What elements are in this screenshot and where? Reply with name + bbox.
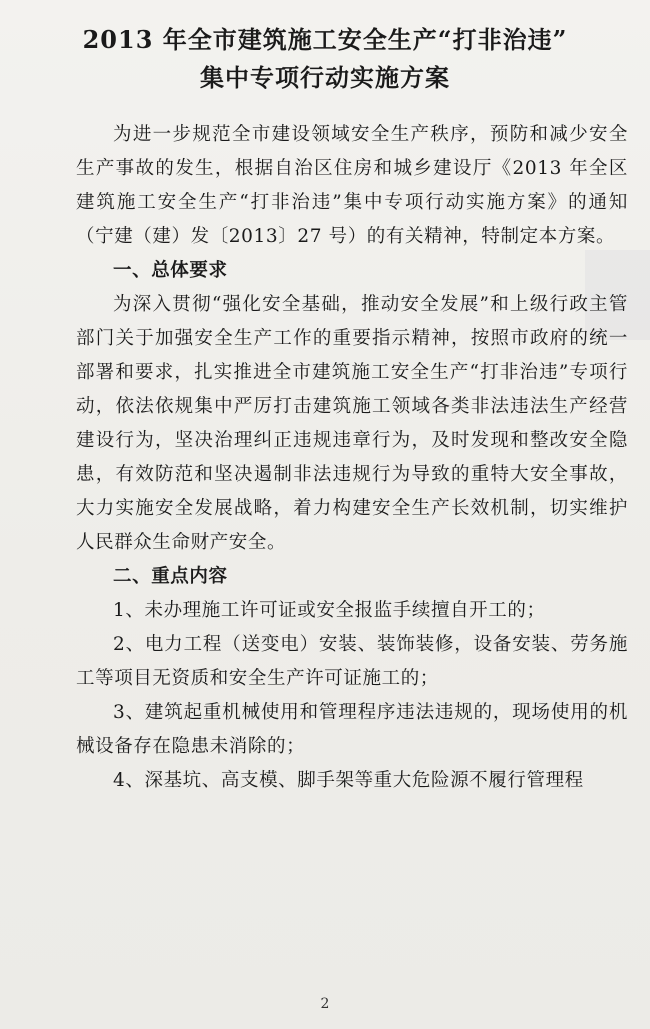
list-item: 4、深基坑、高支模、脚手架等重大危险源不履行管理程 <box>113 770 584 791</box>
section1-paragraph: 为深入贯彻“强化安全基础，推动安全发展”和上级行政主管部门关于加强安全生产工作的重要指示精神，按照市政府的统一部署和要求，扎实推进全市建筑施工安全生产“打非治违”专项行动，依法依规集中严厉打击建筑施工领域各类非法违法生产经营建设行为，坚决治理纠正违规违章行为，及时发现和整改安全隐患，有效防范和坚决遏制非法违规行为导致的重特大安全事故，大力实施安全发展战略，着力构建安全生产长效机制，切实维护人民群众生命财产安全。 <box>76 294 628 553</box>
document-body <box>76 118 628 798</box>
list-item: 2、电力工程（送变电）安装、装饰装修，设备安装、劳务施工等项目无资质和安全生产许可证施工的； <box>76 634 628 689</box>
document-title-line2: 集中专项行动实施方案 <box>200 63 450 92</box>
list-item: 3、建筑起重机械使用和管理程序违法违规的，现场使用的机械设备存在隐患未消除的； <box>76 702 628 757</box>
list-item: 1、未办理施工许可证或安全报监手续擅自开工的； <box>113 600 546 621</box>
document-title-line1: 2013 年全市建筑施工安全生产“打非治违” <box>82 25 568 54</box>
intro-paragraph: 为进一步规范全市建设领域安全生产秩序，预防和减少安全生产事故的发生，根据自治区住房和城乡建设厅《2013 年全区建筑施工安全生产“打非治违”集中专项行动实施方案》的通知（宁建（建）发〔2013〕27 号）的有关精神，特制定本方案。 <box>76 124 628 247</box>
page-number: 2 <box>320 996 330 1012</box>
section1-heading: 一、总体要求 <box>113 260 228 281</box>
section2-heading: 二、重点内容 <box>113 566 228 587</box>
